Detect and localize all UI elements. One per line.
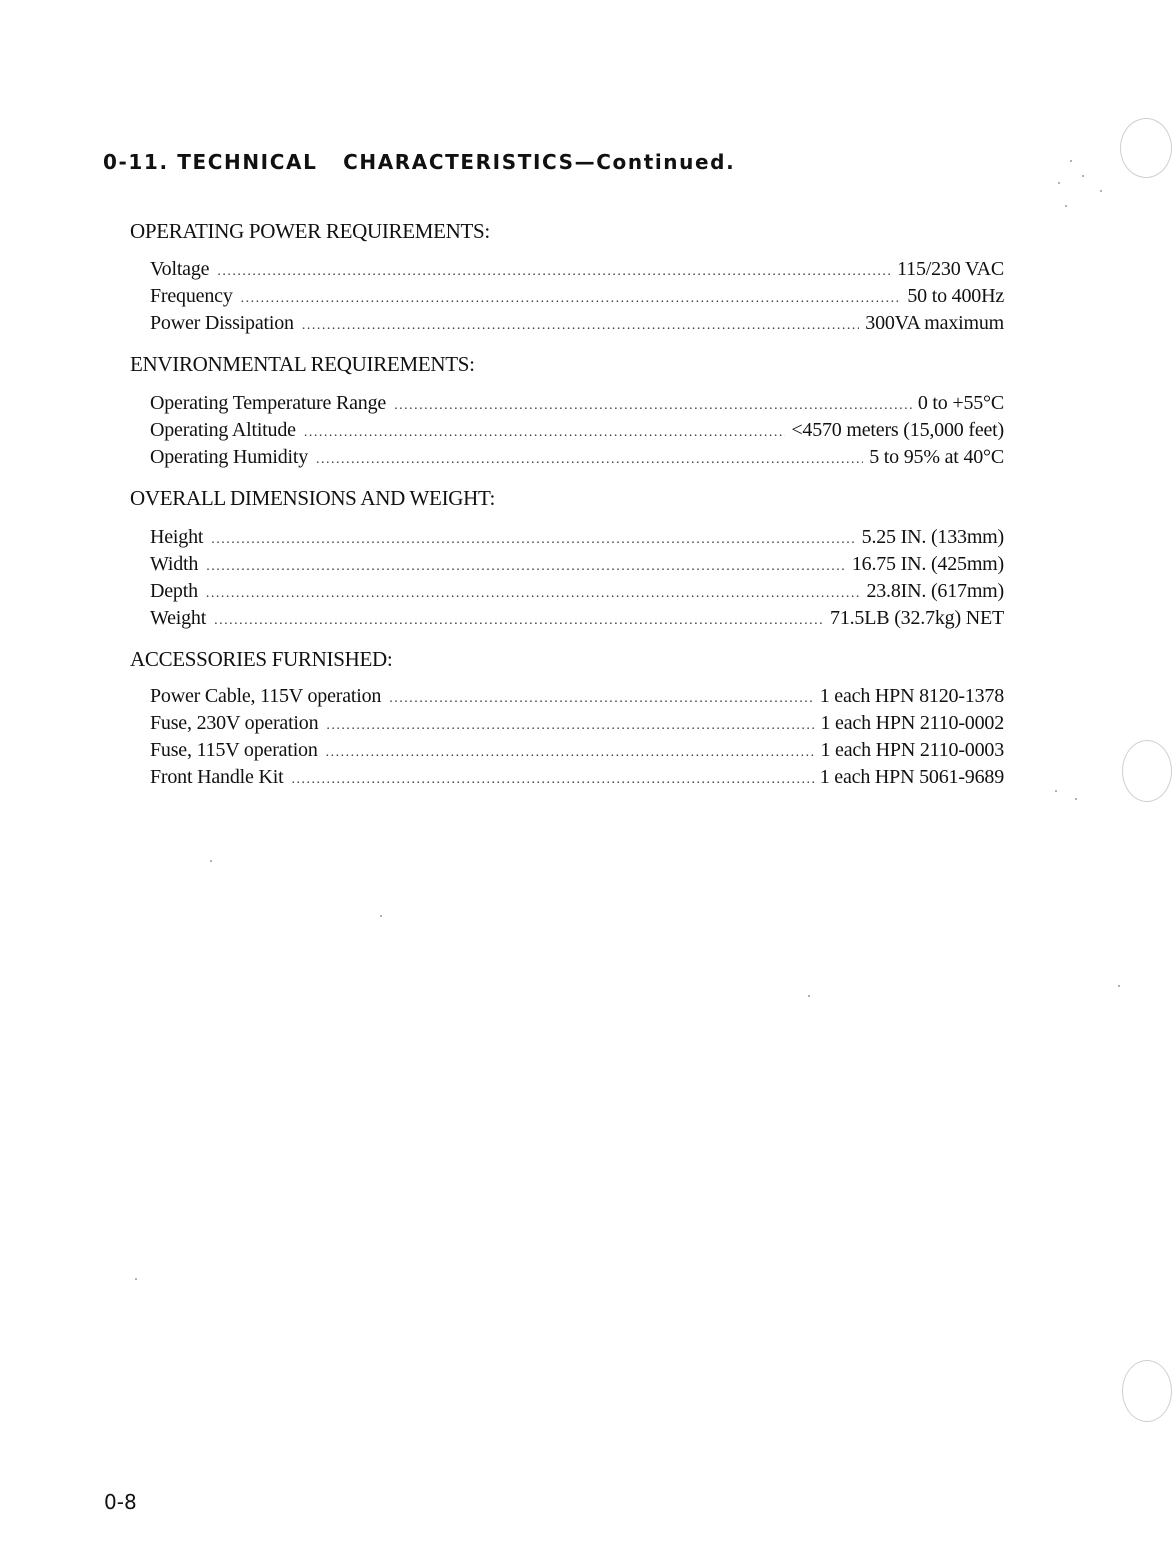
spec-list-environmental — [150, 392, 1004, 473]
spec-label: Power Dissipation — [150, 312, 294, 334]
dot-leader — [217, 264, 891, 280]
spec-row — [150, 712, 1004, 739]
spec-list-dimensions — [150, 526, 1004, 634]
spec-value: 300VA maximum — [865, 312, 1004, 334]
dot-leader — [302, 318, 859, 334]
spec-label: Frequency — [150, 285, 233, 307]
spec-row — [150, 446, 1004, 473]
spec-value: 0 to +55°C — [917, 392, 1004, 414]
spec-value: 16.75 IN. (425mm) — [851, 553, 1004, 575]
dot-leader — [206, 559, 846, 575]
spec-label: Voltage — [150, 258, 210, 280]
page-title: 0-11. TECHNICAL CHARACTERISTICS—Continued. — [103, 150, 736, 174]
spec-value: <4570 meters (15,000 feet) — [791, 419, 1004, 441]
scan-speck — [808, 995, 810, 997]
dot-leader — [206, 586, 861, 602]
section-heading-power: OPERATING POWER REQUIREMENTS: — [130, 219, 490, 243]
scan-speck — [1075, 798, 1077, 800]
spec-row — [150, 312, 1004, 339]
scan-speck — [1118, 985, 1120, 987]
scan-speck — [135, 1278, 137, 1280]
spec-label: Operating Temperature Range — [150, 392, 387, 414]
spec-value: 71.5LB (32.7kg) NET — [830, 607, 1004, 629]
spec-list-power — [150, 258, 1004, 339]
spec-value: 1 each HPN 2110-0003 — [820, 739, 1004, 761]
spec-row — [150, 739, 1004, 766]
spec-list-accessories — [150, 685, 1004, 793]
spec-value: 5.25 IN. (133mm) — [861, 526, 1004, 548]
spec-row — [150, 607, 1004, 634]
dot-leader — [214, 613, 824, 629]
section-heading-dimensions: OVERALL DIMENSIONS AND WEIGHT: — [130, 486, 496, 510]
punch-hole-mark — [1122, 1360, 1172, 1422]
dot-leader — [316, 452, 863, 468]
spec-row — [150, 553, 1004, 580]
scan-speck — [1058, 182, 1060, 184]
spec-label: Width — [150, 553, 199, 575]
spec-row — [150, 580, 1004, 607]
scan-speck — [210, 860, 212, 862]
dot-leader — [211, 532, 855, 548]
dot-leader — [304, 425, 785, 441]
spec-row — [150, 258, 1004, 285]
punch-hole-mark — [1122, 740, 1172, 802]
dot-leader — [326, 745, 815, 761]
scan-speck — [380, 915, 382, 917]
spec-label: Fuse, 230V operation — [150, 712, 319, 734]
spec-row — [150, 685, 1004, 712]
spec-value: 1 each HPN 2110-0002 — [820, 712, 1004, 734]
dot-leader — [241, 291, 902, 307]
dot-leader — [291, 772, 813, 788]
spec-label: Depth — [150, 580, 198, 602]
scan-speck — [1070, 160, 1072, 162]
spec-row — [150, 392, 1004, 419]
spec-label: Height — [150, 526, 204, 548]
section-heading-accessories: ACCESSORIES FURNISHED: — [130, 647, 393, 671]
spec-value: 115/230 VAC — [897, 258, 1004, 280]
spec-label: Power Cable, 115V operation — [150, 685, 382, 707]
scan-speck — [1100, 190, 1102, 192]
scan-speck — [1055, 790, 1057, 792]
spec-value: 1 each HPN 5061-9689 — [819, 766, 1004, 788]
spec-label: Operating Altitude — [150, 419, 296, 441]
scan-speck — [1082, 175, 1084, 177]
scan-speck — [1065, 205, 1067, 207]
spec-value: 23.8IN. (617mm) — [866, 580, 1004, 602]
dot-leader — [389, 691, 813, 707]
spec-row — [150, 419, 1004, 446]
punch-hole-mark — [1120, 118, 1172, 178]
spec-label: Operating Humidity — [150, 446, 309, 468]
spec-label: Weight — [150, 607, 207, 629]
spec-value: 50 to 400Hz — [907, 285, 1004, 307]
spec-label: Fuse, 115V operation — [150, 739, 318, 761]
dot-leader — [326, 718, 814, 734]
spec-row — [150, 526, 1004, 553]
spec-row — [150, 766, 1004, 793]
dot-leader — [394, 398, 912, 414]
spec-label: Front Handle Kit — [150, 766, 284, 788]
spec-value: 1 each HPN 8120-1378 — [819, 685, 1004, 707]
section-heading-environmental: ENVIRONMENTAL REQUIREMENTS: — [130, 352, 475, 376]
spec-row — [150, 285, 1004, 312]
spec-value: 5 to 95% at 40°C — [869, 446, 1004, 468]
page-number: 0-8 — [104, 1490, 137, 1514]
